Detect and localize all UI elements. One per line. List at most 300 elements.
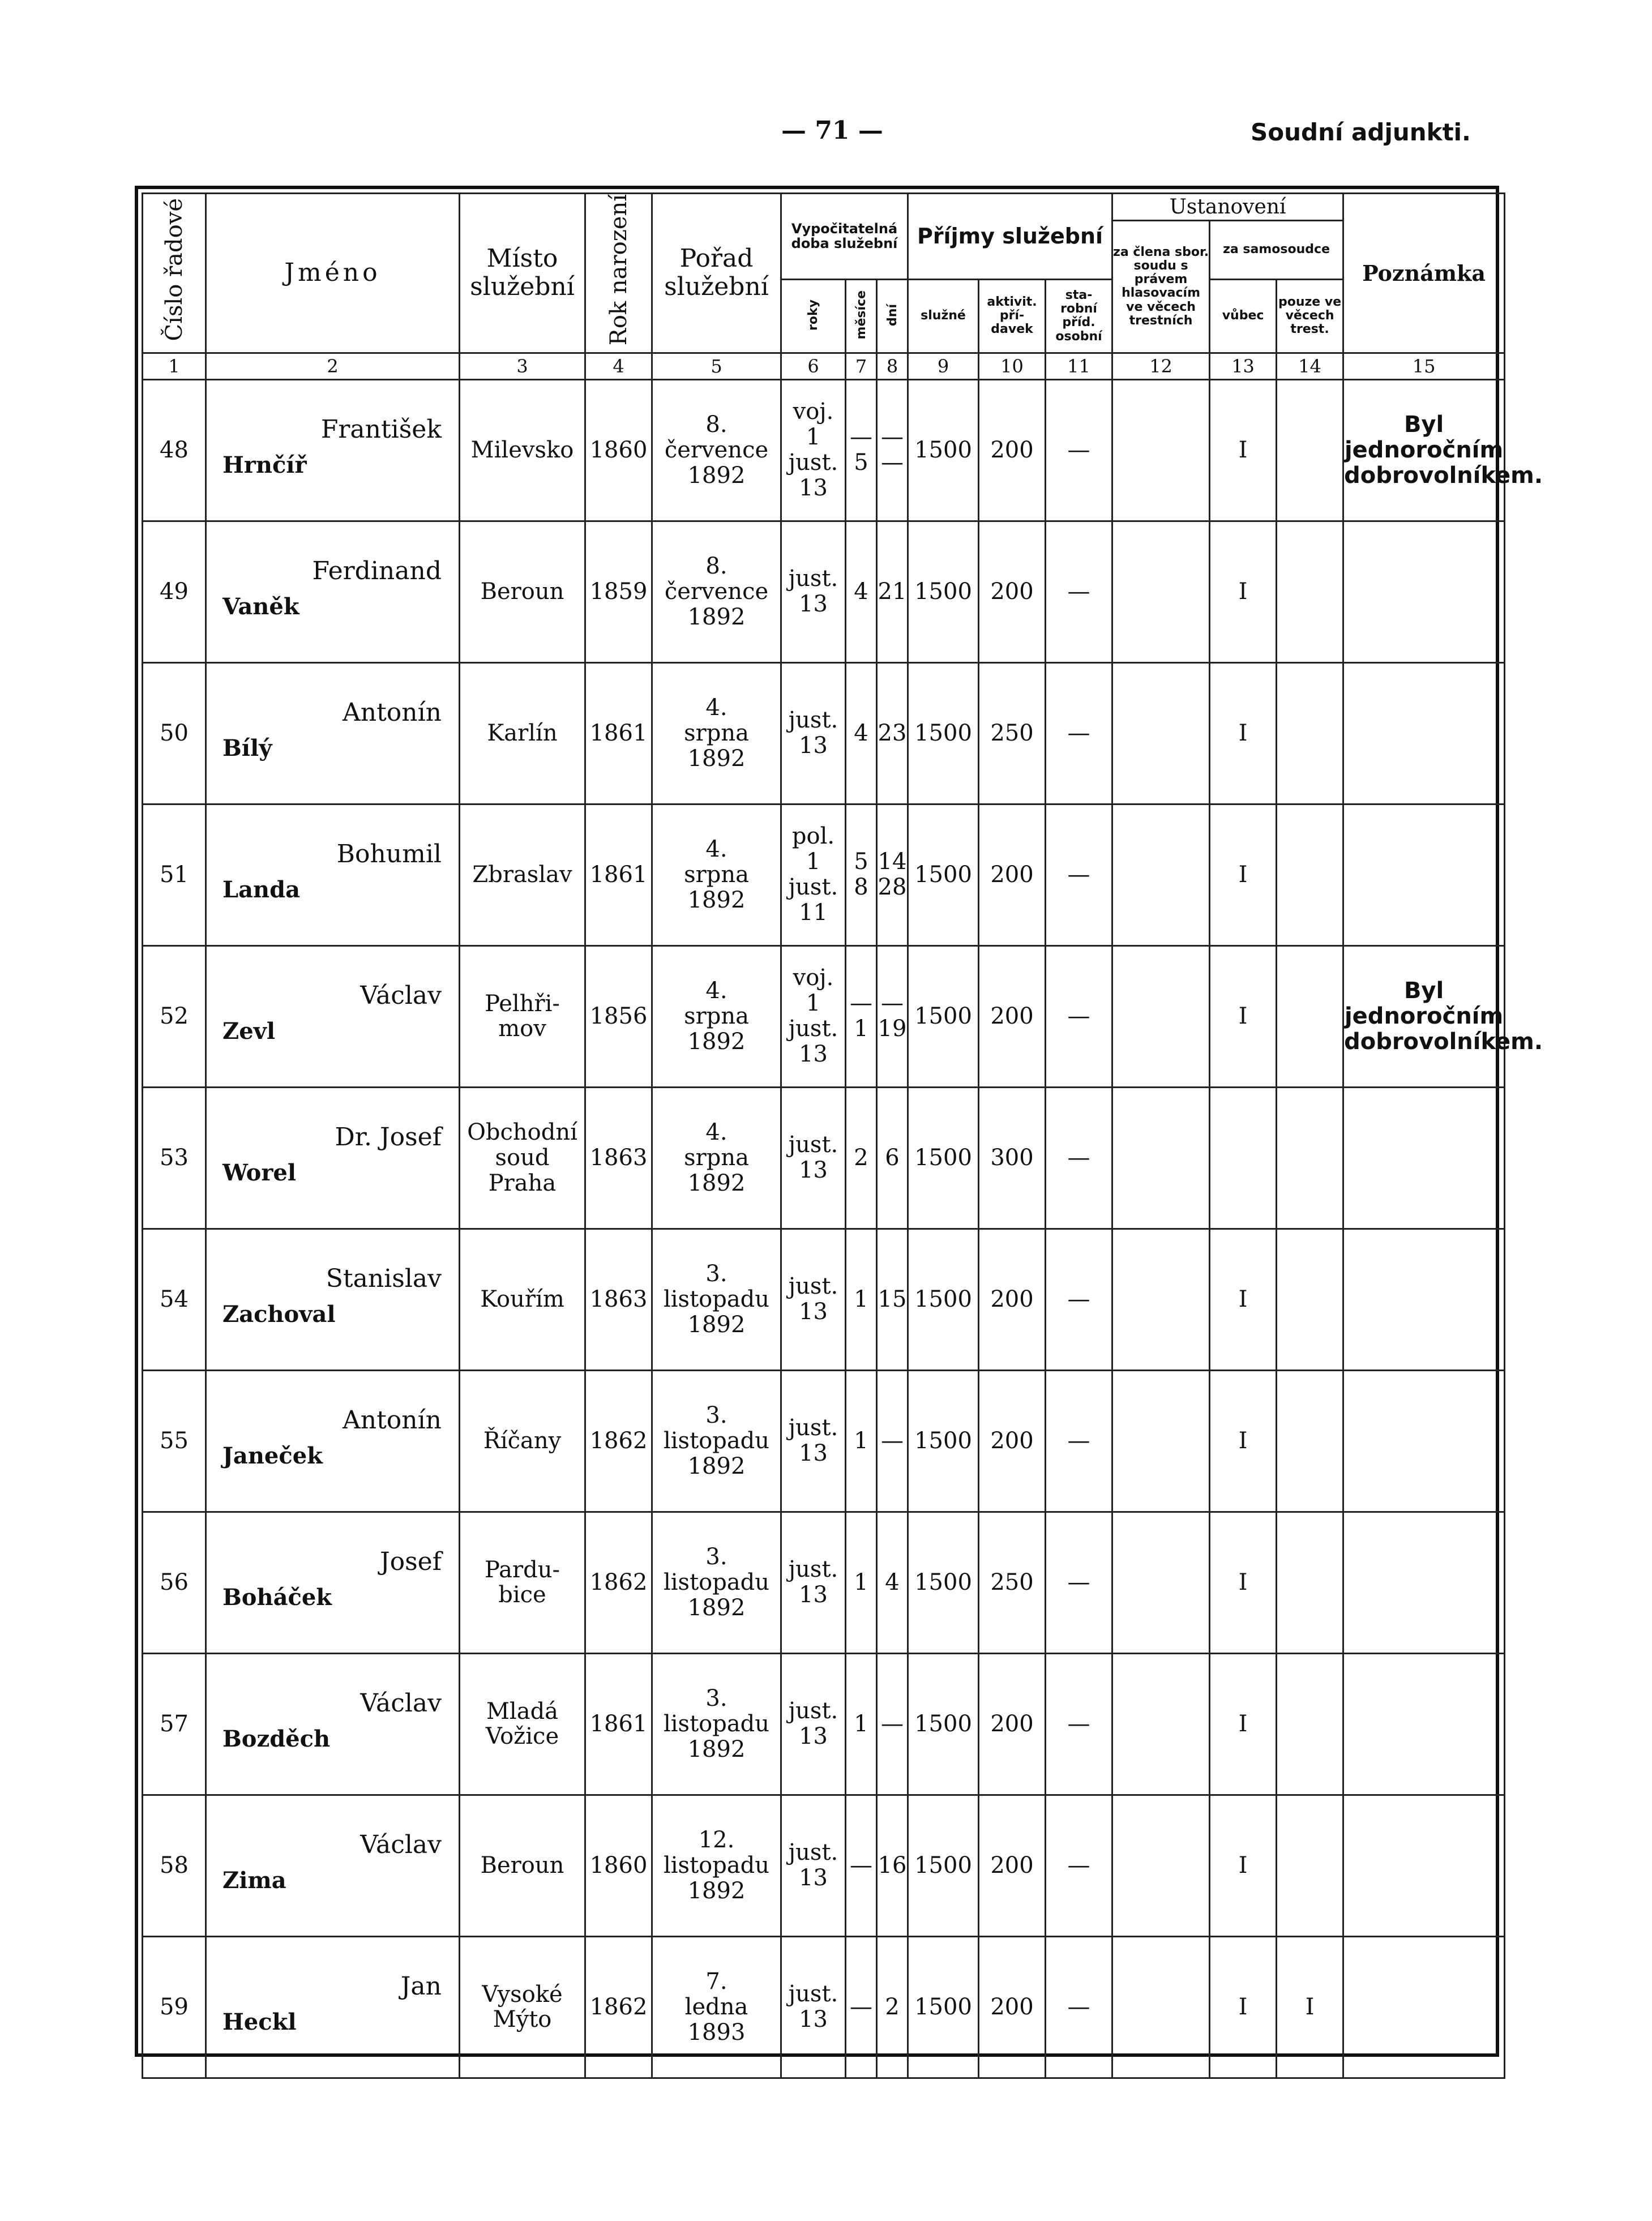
single-judge-general: I: [1210, 1229, 1277, 1370]
header-vubec: vůbec: [1210, 279, 1277, 353]
single-judge-general: [1210, 1087, 1277, 1229]
column-number: 12: [1112, 353, 1210, 379]
years-line: 13: [799, 475, 828, 502]
member-criminal: [1112, 945, 1210, 1087]
page-number: — 71 —: [781, 116, 883, 145]
given-name: František: [320, 414, 442, 444]
birth-year: 1862: [585, 1512, 652, 1653]
months-line: —: [850, 424, 872, 451]
years-line: just.: [788, 874, 838, 901]
column-number: 5: [652, 353, 781, 379]
birth-year: 1861: [585, 662, 652, 804]
header-jmeno: Jméno: [206, 194, 460, 353]
order-line: 1892: [687, 462, 746, 489]
seniority-allowance: —: [1046, 804, 1112, 945]
remark: Byl jednoročním dobrovolníkem.: [1343, 379, 1505, 521]
seniority-allowance: —: [1046, 945, 1112, 1087]
register-body: [143, 379, 1543, 2078]
activity-allowance: 200: [979, 1229, 1046, 1370]
years-line: 1: [806, 990, 821, 1017]
months-line: 5: [854, 450, 868, 476]
years-line: just.: [788, 1016, 838, 1042]
given-name: Stanislav: [326, 1264, 442, 1293]
service-order: [652, 1087, 781, 1229]
surname: Boháček: [222, 1584, 332, 1611]
remark: Byl jednoročním dobrovolníkem.: [1343, 945, 1505, 1087]
days-line: 19: [878, 1016, 907, 1042]
service-order: [652, 1229, 781, 1370]
days-line: —: [881, 450, 904, 476]
single-judge-criminal: [1277, 1795, 1343, 1936]
row-number: 56: [143, 1512, 206, 1653]
member-criminal: [1112, 1512, 1210, 1653]
order-line: 1892: [687, 1453, 746, 1479]
header-rok: Rok narození: [585, 194, 652, 353]
surname: Heckl: [222, 2008, 297, 2035]
name-cell: [206, 945, 460, 1087]
years-line: 13: [799, 591, 828, 618]
seniority-allowance: —: [1046, 1229, 1112, 1370]
given-name: Bohumil: [336, 839, 442, 868]
years-line: just.: [788, 1415, 838, 1441]
service-years: [781, 1229, 846, 1370]
single-judge-criminal: [1277, 1229, 1343, 1370]
months-line: 1: [854, 1286, 868, 1312]
birth-year: 1861: [585, 1653, 652, 1795]
name-cell: [206, 1653, 460, 1795]
years-line: just.: [788, 1839, 838, 1866]
order-line: 3.: [705, 1685, 727, 1712]
remark: [1343, 1512, 1505, 1653]
service-months: [846, 379, 877, 521]
years-line: 13: [799, 1723, 828, 1750]
days-line: 16: [878, 1852, 907, 1878]
service-years: [781, 379, 846, 521]
service-order: [652, 662, 781, 804]
table-row: [143, 521, 1505, 662]
years-line: 13: [799, 1865, 828, 1892]
years-line: just.: [788, 1556, 838, 1583]
given-name: Václav: [360, 981, 442, 1010]
birth-year: 1859: [585, 521, 652, 662]
seniority-allowance: —: [1046, 1795, 1112, 1936]
surname: Zevl: [222, 1017, 276, 1045]
service-days: [877, 1370, 908, 1512]
order-line: 3.: [705, 1261, 727, 1287]
header-starobni: sta- robní příd. osobní: [1046, 279, 1112, 353]
section-title: Soudní adjunkti.: [1251, 118, 1471, 146]
service-days: [877, 1512, 908, 1653]
salary: 1500: [908, 1795, 979, 1936]
service-years: [781, 1653, 846, 1795]
days-line: 23: [878, 720, 907, 746]
row-number: 54: [143, 1229, 206, 1370]
single-judge-criminal: [1277, 521, 1343, 662]
column-number: 7: [846, 353, 877, 379]
single-judge-criminal: [1277, 1370, 1343, 1512]
order-line: 7.: [705, 1968, 727, 1995]
service-order: [652, 1795, 781, 1936]
header-cislo: Číslo řadové: [143, 194, 206, 353]
service-years: [781, 521, 846, 662]
days-line: 4: [885, 1569, 900, 1595]
order-line: 1892: [687, 1877, 746, 1904]
name-cell: [206, 1512, 460, 1653]
months-line: —: [850, 1852, 872, 1878]
member-criminal: [1112, 804, 1210, 945]
single-judge-general: I: [1210, 1653, 1277, 1795]
given-name: Jan: [400, 1971, 442, 2001]
years-line: voj.: [793, 965, 834, 991]
activity-allowance: 200: [979, 945, 1046, 1087]
service-months: [846, 804, 877, 945]
name-cell: [206, 1936, 460, 2078]
service-days: [877, 1087, 908, 1229]
order-line: července: [664, 437, 769, 463]
member-criminal: [1112, 521, 1210, 662]
salary: 1500: [908, 1936, 979, 2078]
remark: [1343, 662, 1505, 804]
activity-allowance: 250: [979, 662, 1046, 804]
activity-allowance: 200: [979, 521, 1046, 662]
order-line: srpna: [684, 861, 749, 888]
activity-allowance: 250: [979, 1512, 1046, 1653]
remark: [1343, 1370, 1505, 1512]
service-place: Milevsko: [460, 379, 585, 521]
service-years: [781, 804, 846, 945]
months-line: —: [850, 1993, 872, 2020]
months-line: —: [850, 990, 872, 1017]
column-number: 13: [1210, 353, 1277, 379]
surname: Landa: [222, 876, 301, 903]
service-days: [877, 1795, 908, 1936]
member-criminal: [1112, 1087, 1210, 1229]
table-row: [143, 1512, 1505, 1653]
salary: 1500: [908, 1370, 979, 1512]
order-line: 1892: [687, 1736, 746, 1762]
order-line: ledna: [684, 1993, 748, 2020]
order-line: 3.: [705, 1544, 727, 1570]
header-dni: dní: [877, 279, 908, 353]
single-judge-general: I: [1210, 1370, 1277, 1512]
given-name: Josef: [379, 1547, 442, 1576]
column-number: 1: [143, 353, 206, 379]
header-ustanoveni: Ustanovení: [1112, 194, 1343, 221]
service-place: Pardu- bice: [460, 1512, 585, 1653]
table-row: [143, 804, 1505, 945]
salary: 1500: [908, 804, 979, 945]
service-place: Beroun: [460, 1795, 585, 1936]
service-days: [877, 379, 908, 521]
given-name: Ferdinand: [312, 556, 442, 585]
header-sluzne: služné: [908, 279, 979, 353]
seniority-allowance: —: [1046, 1512, 1112, 1653]
seniority-allowance: —: [1046, 1370, 1112, 1512]
single-judge-general: I: [1210, 1936, 1277, 2078]
service-days: [877, 662, 908, 804]
register-table: [142, 192, 1543, 2079]
row-number: 52: [143, 945, 206, 1087]
header-pouze: pouze ve věcech trest.: [1277, 279, 1343, 353]
years-line: just.: [788, 1981, 838, 2008]
header-za-samosoudce: za samosoudce: [1210, 221, 1343, 280]
single-judge-criminal: [1277, 1087, 1343, 1229]
remark: [1343, 1087, 1505, 1229]
row-number: 59: [143, 1936, 206, 2078]
days-line: —: [881, 990, 904, 1017]
surname: Bozděch: [222, 1725, 331, 1752]
salary: 1500: [908, 1087, 979, 1229]
table-row: [143, 1229, 1505, 1370]
column-number: 14: [1277, 353, 1343, 379]
service-place: Obchodní soud Praha: [460, 1087, 585, 1229]
order-line: srpna: [684, 720, 749, 746]
table-row: [143, 1087, 1505, 1229]
order-line: 4.: [705, 1119, 727, 1146]
header-za-clena: za člena sbor. soudu s právem hlasovacím ve věcech trestních: [1112, 221, 1210, 353]
service-order: [652, 521, 781, 662]
surname: Vaněk: [222, 593, 299, 620]
months-line: 4: [854, 720, 868, 746]
salary: 1500: [908, 1653, 979, 1795]
activity-allowance: 200: [979, 1936, 1046, 2078]
order-line: července: [664, 578, 769, 605]
years-line: 11: [799, 900, 828, 926]
name-cell: [206, 521, 460, 662]
years-line: just.: [788, 1273, 838, 1300]
birth-year: 1863: [585, 1229, 652, 1370]
service-months: [846, 1795, 877, 1936]
service-place: Kouřím: [460, 1229, 585, 1370]
seniority-allowance: —: [1046, 1936, 1112, 2078]
member-criminal: [1112, 662, 1210, 804]
surname: Janeček: [222, 1442, 323, 1469]
salary: 1500: [908, 521, 979, 662]
header-mesice: měsíce: [846, 279, 877, 353]
surname: Hrnčíř: [222, 451, 307, 478]
service-years: [781, 1370, 846, 1512]
service-months: [846, 1229, 877, 1370]
surname: Zima: [222, 1867, 286, 1894]
order-line: 4.: [705, 978, 727, 1004]
days-line: 2: [885, 1993, 900, 2020]
days-line: —: [881, 1427, 904, 1454]
service-place: Zbraslav: [460, 804, 585, 945]
years-line: just.: [788, 450, 838, 476]
years-line: pol.: [791, 823, 835, 850]
column-number: 11: [1046, 353, 1112, 379]
member-criminal: [1112, 1653, 1210, 1795]
years-line: 13: [799, 1440, 828, 1467]
table-row: [143, 1936, 1505, 2078]
service-place: Pelhři- mov: [460, 945, 585, 1087]
row-number: 48: [143, 379, 206, 521]
days-line: 15: [878, 1286, 907, 1312]
remark: [1343, 804, 1505, 945]
seniority-allowance: —: [1046, 662, 1112, 804]
order-line: srpna: [684, 1003, 749, 1029]
single-judge-general: I: [1210, 1512, 1277, 1653]
remark: [1343, 1936, 1505, 2078]
service-months: [846, 662, 877, 804]
order-line: 1892: [687, 745, 746, 772]
birth-year: 1860: [585, 379, 652, 521]
months-line: 1: [854, 1427, 868, 1454]
years-line: just.: [788, 566, 838, 592]
order-line: listopadu: [663, 1569, 770, 1595]
header-porad: Pořad služební: [652, 194, 781, 353]
order-line: 8.: [705, 553, 727, 580]
row-number: 57: [143, 1653, 206, 1795]
service-months: [846, 1512, 877, 1653]
row-number: 53: [143, 1087, 206, 1229]
service-months: [846, 1653, 877, 1795]
service-order: [652, 1936, 781, 2078]
years-line: 13: [799, 1157, 828, 1184]
single-judge-general: I: [1210, 1795, 1277, 1936]
years-line: 13: [799, 733, 828, 759]
activity-allowance: 200: [979, 1795, 1046, 1936]
order-line: 12.: [698, 1827, 735, 1854]
days-line: —: [881, 424, 904, 451]
column-number: 8: [877, 353, 908, 379]
single-judge-criminal: I: [1277, 1936, 1343, 2078]
service-place: Beroun: [460, 521, 585, 662]
header-poznamka: Poznámka: [1343, 194, 1505, 353]
service-days: [877, 521, 908, 662]
single-judge-general: I: [1210, 945, 1277, 1087]
given-name: Dr. Josef: [335, 1122, 442, 1152]
column-number: 4: [585, 353, 652, 379]
service-days: [877, 1653, 908, 1795]
table-row: [143, 1370, 1505, 1512]
member-criminal: [1112, 1229, 1210, 1370]
order-line: 1893: [687, 2019, 746, 2045]
salary: 1500: [908, 945, 979, 1087]
years-line: 1: [806, 849, 821, 875]
service-days: [877, 945, 908, 1087]
years-line: 1: [806, 424, 821, 451]
row-number: 50: [143, 662, 206, 804]
given-name: Antonín: [342, 1405, 442, 1435]
service-days: [877, 1229, 908, 1370]
years-line: 13: [799, 2006, 828, 2033]
service-place: Mladá Vožice: [460, 1653, 585, 1795]
activity-allowance: 200: [979, 1370, 1046, 1512]
service-years: [781, 1795, 846, 1936]
months-line: 5: [854, 849, 868, 875]
column-number: 6: [781, 353, 846, 379]
birth-year: 1863: [585, 1087, 652, 1229]
row-number: 51: [143, 804, 206, 945]
table-row: [143, 662, 1505, 804]
service-order: [652, 1653, 781, 1795]
order-line: 1892: [687, 1594, 746, 1621]
remark: [1343, 1229, 1505, 1370]
days-line: 6: [885, 1144, 900, 1171]
salary: 1500: [908, 379, 979, 521]
salary: 1500: [908, 1229, 979, 1370]
single-judge-general: I: [1210, 662, 1277, 804]
header-vypocitatelna: Vypočitatelná doba služební: [781, 194, 908, 280]
name-cell: [206, 379, 460, 521]
order-line: 1892: [687, 604, 746, 630]
name-cell: [206, 804, 460, 945]
column-number: 3: [460, 353, 585, 379]
name-cell: [206, 662, 460, 804]
activity-allowance: 200: [979, 379, 1046, 521]
seniority-allowance: —: [1046, 521, 1112, 662]
order-line: 3.: [705, 1402, 727, 1429]
page-header: [0, 116, 1652, 150]
order-line: 1892: [687, 1170, 746, 1196]
days-line: 21: [878, 578, 907, 605]
service-place: Vysoké Mýto: [460, 1936, 585, 2078]
single-judge-criminal: [1277, 804, 1343, 945]
single-judge-criminal: [1277, 1512, 1343, 1653]
service-order: [652, 945, 781, 1087]
single-judge-criminal: [1277, 1653, 1343, 1795]
row-number: 49: [143, 521, 206, 662]
service-days: [877, 1936, 908, 2078]
service-years: [781, 1512, 846, 1653]
years-line: 13: [799, 1299, 828, 1325]
order-line: 1892: [687, 1311, 746, 1338]
birth-year: 1860: [585, 1795, 652, 1936]
member-criminal: [1112, 1795, 1210, 1936]
years-line: 13: [799, 1041, 828, 1068]
given-name: Václav: [360, 1830, 442, 1859]
table-row: [143, 1795, 1505, 1936]
column-number: 15: [1343, 353, 1505, 379]
service-years: [781, 1936, 846, 2078]
years-line: just.: [788, 707, 838, 734]
months-line: 1: [854, 1710, 868, 1737]
service-order: [652, 1370, 781, 1512]
header-aktivit: aktivit. pří- davek: [979, 279, 1046, 353]
birth-year: 1861: [585, 804, 652, 945]
name-cell: [206, 1087, 460, 1229]
years-line: just.: [788, 1132, 838, 1158]
row-number: 58: [143, 1795, 206, 1936]
table-row: [143, 945, 1505, 1087]
seniority-allowance: —: [1046, 1653, 1112, 1795]
member-criminal: [1112, 1370, 1210, 1512]
order-line: listopadu: [663, 1286, 770, 1312]
years-line: just.: [788, 1698, 838, 1724]
birth-year: 1862: [585, 1936, 652, 2078]
name-cell: [206, 1370, 460, 1512]
service-months: [846, 1936, 877, 2078]
seniority-allowance: —: [1046, 379, 1112, 521]
header-misto: Místo služební: [460, 194, 585, 353]
years-line: voj.: [793, 399, 834, 425]
single-judge-general: I: [1210, 379, 1277, 521]
birth-year: 1856: [585, 945, 652, 1087]
order-line: srpna: [684, 1144, 749, 1171]
service-years: [781, 1087, 846, 1229]
remark: [1343, 1653, 1505, 1795]
activity-allowance: 200: [979, 1653, 1046, 1795]
birth-year: 1862: [585, 1370, 652, 1512]
service-years: [781, 945, 846, 1087]
row-number: 55: [143, 1370, 206, 1512]
remark: [1343, 1795, 1505, 1936]
member-criminal: [1112, 1936, 1210, 2078]
member-criminal: [1112, 379, 1210, 521]
order-line: listopadu: [663, 1852, 770, 1878]
header-roky: roky: [781, 279, 846, 353]
